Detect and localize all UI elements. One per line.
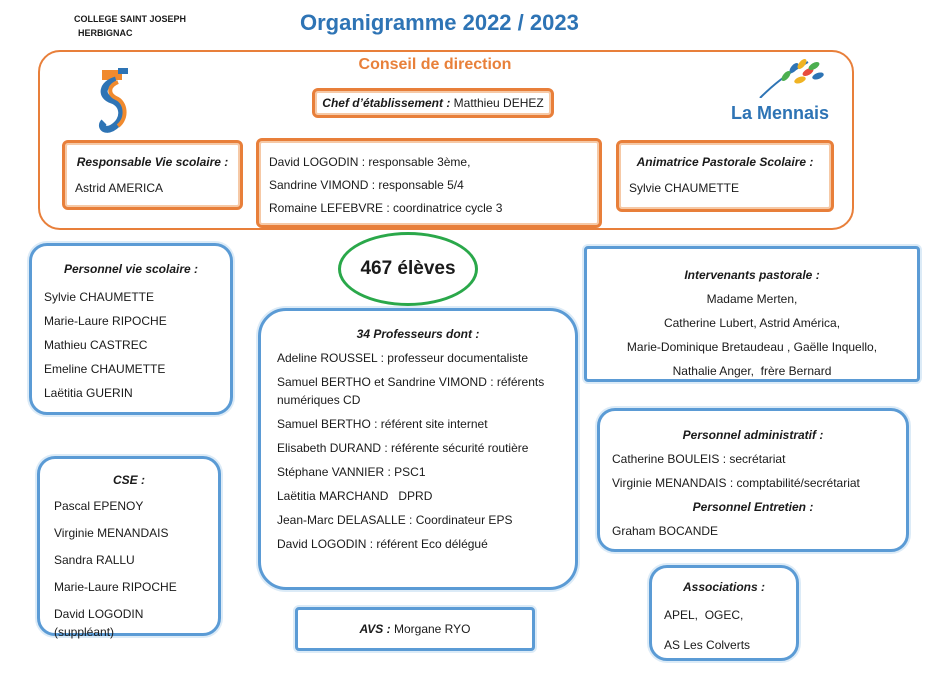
personnel-vie-scolaire-label: Personnel vie scolaire : [63, 262, 199, 276]
administratif-label: Personnel administratif : [682, 428, 824, 442]
la-mennais-logo [730, 58, 830, 126]
list-item: Marie-Dominique Bretaudeau , Gaëlle Inquello, [626, 340, 878, 354]
list-item: APEL, OGEC, [664, 608, 744, 622]
wheat-icon [730, 58, 830, 98]
avs-name: Morgane RYO [390, 622, 471, 636]
list-item: Elisabeth DURAND : référente sécurité routière [277, 441, 529, 455]
vie-scolaire-label: Responsable Vie scolaire : [76, 155, 229, 169]
associations-box [649, 565, 799, 661]
responsable-item: Sandrine VIMOND : responsable 5/4 [269, 178, 464, 192]
professeurs-box [258, 308, 578, 590]
pastorale-name: Sylvie CHAUMETTE [629, 181, 740, 195]
list-item: Stéphane VANNIER : PSC1 [277, 465, 426, 479]
list-item: Catherine BOULEIS : secrétariat [612, 452, 786, 466]
school-line-2: HERBIGNAC [78, 28, 133, 38]
chef-name: Matthieu DEHEZ [450, 96, 544, 110]
chef-label: Chef d’établissement : [322, 96, 451, 110]
list-item: Sylvie CHAUMETTE [44, 290, 155, 304]
cse-label: CSE : [112, 473, 145, 487]
list-item: Catherine Lubert, Astrid América, [663, 316, 841, 330]
chef-etablissement-box [312, 88, 554, 118]
list-item: Mathieu CASTREC [44, 338, 148, 352]
vie-scolaire-name: Astrid AMERICA [75, 181, 164, 195]
list-item: Adeline ROUSSEL : professeur documentaliste [277, 351, 529, 365]
entretien-label: Personnel Entretien : [692, 500, 814, 514]
pastorale-label: Animatrice Pastorale Scolaire : [636, 155, 814, 169]
list-item: AS Les Colverts [664, 638, 751, 652]
responsable-item: David LOGODIN : responsable 3ème, [269, 155, 471, 169]
administratif-box [597, 408, 909, 552]
la-mennais-logo-text: La Mennais [730, 103, 830, 123]
list-item: Madame Merten, [706, 292, 798, 306]
personnel-vie-scolaire-box [29, 243, 233, 415]
list-item: Jean-Marc DELASALLE : Coordinateur EPS [277, 513, 513, 527]
list-item: David LOGODIN (suppléant) [54, 607, 144, 639]
list-item: Samuel BERTHO et Sandrine VIMOND : référents numériques CD [277, 375, 545, 407]
pastorale-box [616, 140, 834, 212]
list-item: Samuel BERTHO : référent site internet [277, 417, 488, 431]
list-item: Marie-Laure RIPOCHE [54, 580, 177, 594]
list-item: Sandra RALLU [54, 553, 135, 567]
list-item: Nathalie Anger, frère Bernard [672, 364, 832, 378]
page-title: Organigramme 2022 / 2023 [300, 10, 579, 35]
entretien-name: Graham BOCANDE [612, 524, 719, 538]
professeurs-label: 34 Professeurs dont : [356, 327, 480, 341]
council-title: Conseil de direction [358, 56, 512, 73]
responsables-box [256, 138, 602, 228]
list-item: Virginie MENANDAIS : comptabilité/secrétariat [612, 476, 860, 490]
list-item: Emeline CHAUMETTE [44, 362, 166, 376]
vie-scolaire-box [62, 140, 243, 210]
intervenants-label: Intervenants pastorale : [684, 268, 820, 282]
school-logo-icon [96, 66, 136, 138]
cse-box [37, 456, 221, 639]
avs-label: AVS : [359, 622, 391, 636]
school-name [74, 12, 186, 40]
list-item: Virginie MENANDAIS [54, 526, 169, 540]
list-item: Marie-Laure RIPOCHE [44, 314, 167, 328]
responsable-item: Romaine LEFEBVRE : coordinatrice cycle 3 [269, 201, 503, 215]
eleves-count: 467 élèves [338, 232, 478, 306]
school-line-1: COLLEGE SAINT JOSEPH [74, 14, 187, 24]
list-item: Pascal EPENOY [54, 499, 144, 513]
intervenants-box [584, 246, 920, 382]
list-item: David LOGODIN : référent Eco délégué [277, 537, 488, 551]
associations-label: Associations : [682, 580, 766, 594]
list-item: Laëtitia MARCHAND DPRD [277, 489, 433, 503]
list-item: Laëtitia GUERIN [44, 386, 133, 400]
avs-box [295, 607, 535, 651]
